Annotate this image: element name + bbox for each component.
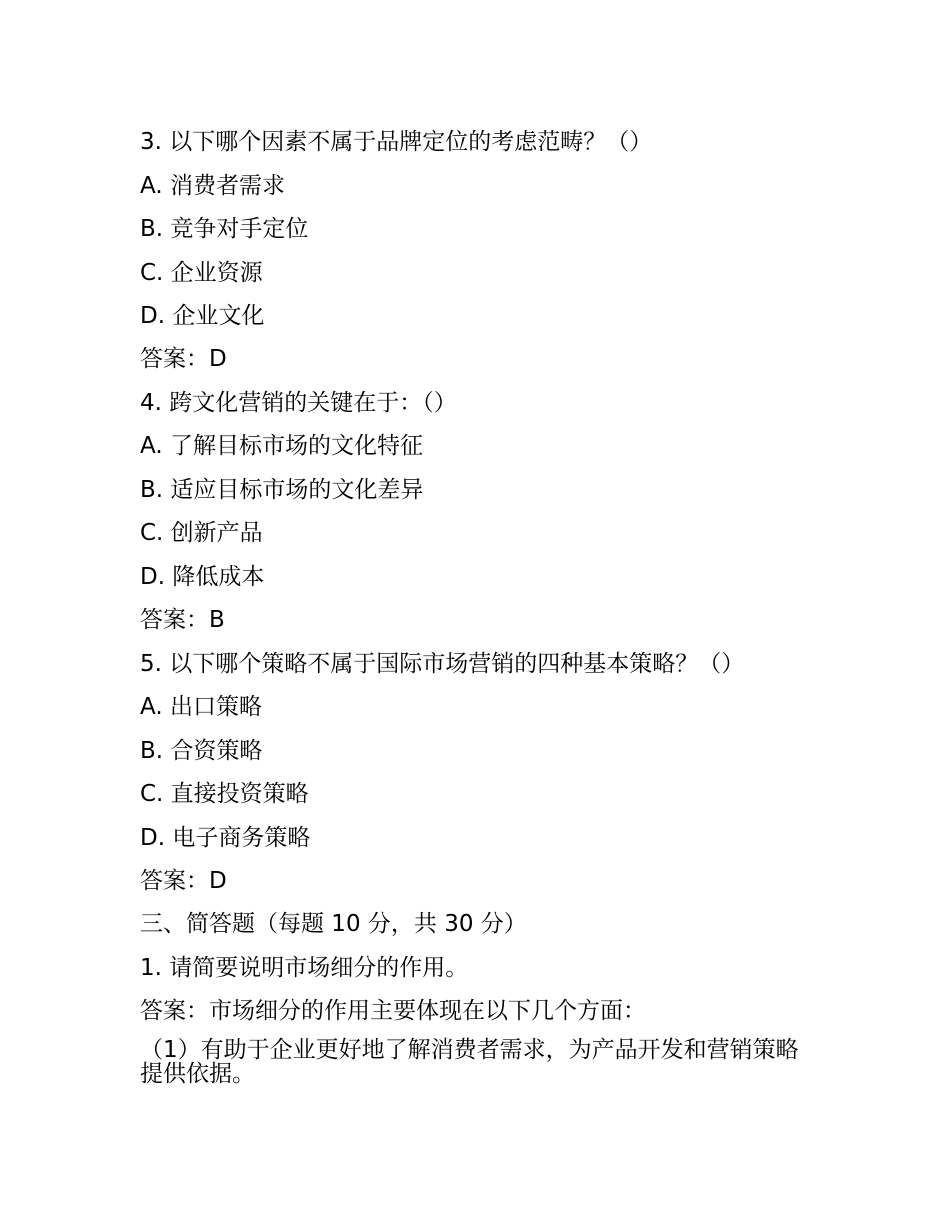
question-5-option-c: C. 直接投资策略 [140,781,309,807]
question-3-option-c: C. 企业资源 [140,260,263,286]
short-answer-intro: 答案：市场细分的作用主要体现在以下几个方面： [140,998,646,1024]
question-4-option-d: D. 降低成本 [140,564,265,590]
question-5-stem: 5. 以下哪个策略不属于国际市场营销的四种基本策略？（） [140,651,745,677]
question-3-option-a: A. 消费者需求 [140,173,285,199]
question-5-option-a: A. 出口策略 [140,694,262,720]
short-answer-point-1: （1）有助于企业更好地了解消费者需求，为产品开发和营销策略提供依据。 [140,1037,799,1087]
section-heading: 三、简答题（每题 10 分，共 30 分） [140,911,527,937]
question-3-stem: 3. 以下哪个因素不属于品牌定位的考虑范畴？（） [140,129,653,155]
question-5-option-b: B. 合资策略 [140,738,263,764]
question-4-option-c: C. 创新产品 [140,520,263,546]
question-5-option-d: D. 电子商务策略 [140,825,311,851]
short-answer-question-1: 1. 请简要说明市场细分的作用。 [140,955,469,981]
question-4-stem: 4. 跨文化营销的关键在于：（） [140,390,457,416]
question-3-answer: 答案：D [140,346,227,372]
question-4-answer: 答案：B [140,607,225,633]
question-3-option-b: B. 竞争对手定位 [140,216,309,242]
question-3-option-d: D. 企业文化 [140,303,265,329]
question-4-option-a: A. 了解目标市场的文化特征 [140,433,423,459]
question-4-option-b: B. 适应目标市场的文化差异 [140,477,424,503]
question-5-answer: 答案：D [140,868,227,894]
